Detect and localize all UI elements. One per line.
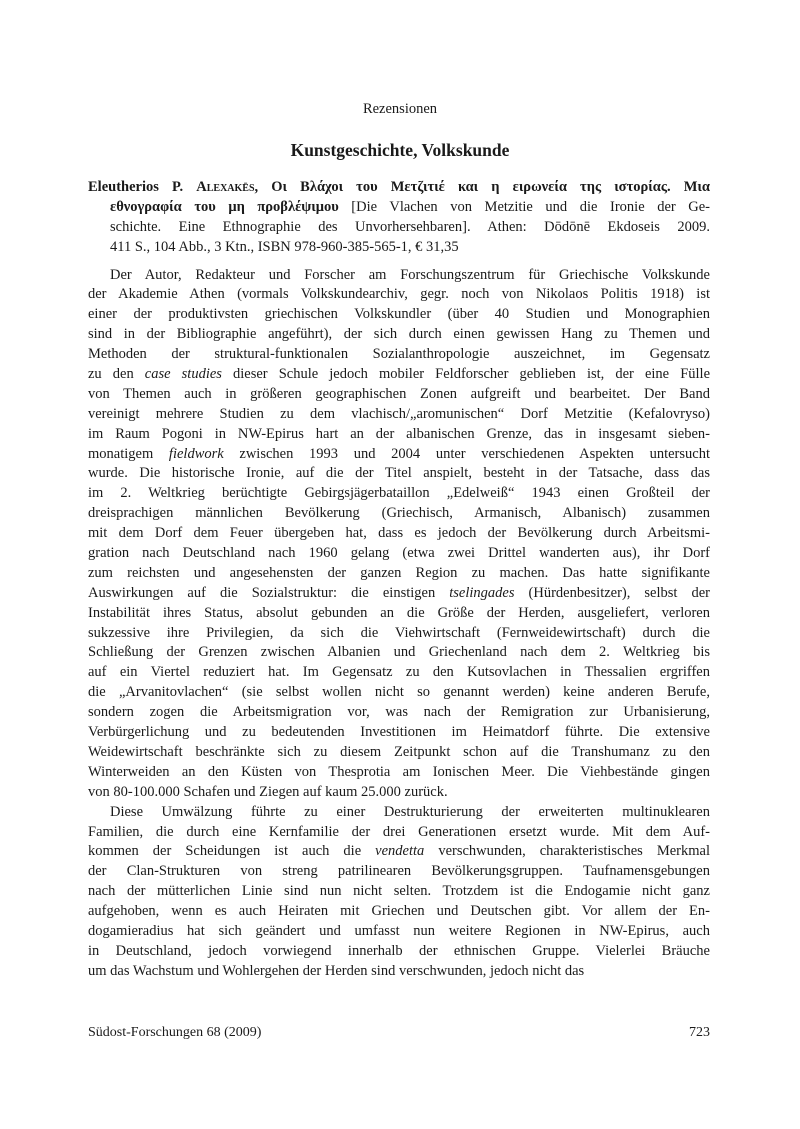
body-line: auf ein Viertel reduziert hat. Im Gegensatz zu den Kutsovlachen in Thessalien ergriffen xyxy=(88,664,710,681)
body-line: Familien, die durch eine Kernfamilie der drei Generationen ersetzt wurde. Mit dem Auf- xyxy=(88,823,710,840)
reference-line-1: Eleutherios P. Alexakēs, Οι Βλάχοι του Μετζιτιέ και η ειρωνεία της ιστορίας. Μια xyxy=(88,179,710,195)
reference-line-4: 411 S., 104 Abb., 3 Ktn., ISBN 978-960-385-565-1, € 31,35 xyxy=(110,238,459,255)
body-line: im Raum Pogoni in NW-Epirus hart an der albanischen Grenze, das in insgesamt sieben- xyxy=(88,425,710,442)
body-line: einer der produktivsten griechischen Volkskundler (über 40 Studien und Monographien xyxy=(88,306,710,323)
body-line: mit dem Dorf dem Feuer übergeben hat, dass es jedoch der Bevölkerung durch Arbeitsmi- xyxy=(88,525,710,542)
body-line: Weidewirtschaft beschränkte sich zu diesem Zeitpunkt schon auf die Transhumanz zu den xyxy=(88,743,710,760)
body-paragraphs xyxy=(88,266,710,982)
body-line: Der Autor, Redakteur und Forscher am Forschungszentrum für Griechische Volkskunde xyxy=(110,266,710,283)
body-line: Verbürgerlichung und zu bedeutenden Investitionen im Heimatdorf führte. Die extensive xyxy=(88,724,710,741)
body-line: im 2. Weltkrieg berüchtigte Gebirgsjägerbataillon „Edelweiß“ 1943 einen Großteil der xyxy=(88,485,710,502)
body-line: sukzessive ihre Privilegien, da sich die Viehwirtschaft (Fernweidewirtschaft) durch die xyxy=(88,624,710,641)
body-line: nach der mütterlichen Linie sind nun nicht selten. Trotzdem ist die Endogamie nicht ganz xyxy=(88,883,710,900)
body-line: Winterweiden an den Küsten von Thesprotia am Ionischen Meer. Die Viehbestände gingen xyxy=(88,763,710,780)
body-line: Methoden der struktural-funktionalen Sozialanthropologie auszeichnet, im Gegensatz xyxy=(88,346,710,363)
body-line: in Deutschland, jedoch vorwiegend innerhalb der ethnischen Gruppe. Vielerlei Bräuche xyxy=(88,942,710,959)
body-line: von 80-100.000 Schafen und Ziegen auf kaum 25.000 zurück. xyxy=(88,783,448,800)
body-line: dreisprachigen männlichen Bevölkerung (Griechisch, Armanisch, Albanisch) zusammen xyxy=(88,505,710,522)
page-number: 723 xyxy=(689,1025,710,1040)
body-line: zu den case studies dieser Schule jedoch mobiler Feldforscher geblieben ist, der eine Fülle xyxy=(88,366,711,383)
body-line: Diese Umwälzung führte zu einer Destrukturierung der erweiterten multinuklearen xyxy=(110,803,710,820)
body-line: Auswirkungen auf die Sozialstruktur: die einstigen tselingades (Hürdenbesitzer), selbst der xyxy=(88,584,710,601)
body-line: der Akademie Athen (vormals Volkskundearchiv, gegr. noch von Nikolaos Politis 1918) ist xyxy=(88,286,710,303)
body-line: sind in der Bibliographie angeführt), der sich durch einen gewissen Hang zu Themen und xyxy=(88,326,710,343)
body-line: Instabilität ihres Status, absolut gebunden an die Größe der Herden, ausgeliefert, verloren xyxy=(88,604,710,621)
body-line: Schließung der Grenzen zwischen Albanien und Griechenland nach dem 2. Weltkrieg bis xyxy=(88,644,710,661)
body-line: aufgehoben, wenn es auch Heiraten mit Griechen und Deutschen gibt. Vor allem der En- xyxy=(88,903,710,920)
body-line: die „Arvanitovlachen“ (sie selbst wollen nicht so genannt werden) keine anderen Berufe, xyxy=(88,684,710,701)
body-line: sondern zogen die Arbeitsmigration vor, was nach der Remigration zur Urbanisierung, xyxy=(88,704,710,721)
body-line: um das Wachstum und Wohlergehen der Herden sind verschwunden, jedoch nicht das xyxy=(88,962,585,979)
body-line: gration nach Deutschland nach 1960 gelang (etwa zwei Drittel wanderten aus), ihr Dorf xyxy=(88,545,710,562)
section-title: Kunstgeschichte, Volkskunde xyxy=(290,140,510,160)
review-body xyxy=(88,178,710,982)
body-line: zum reichsten und angesehensten der ganzen Region zu machen. Das hatte signifikante xyxy=(88,564,710,581)
body-line: der Clan-Strukturen von streng patrilinearen Bevölkerungsgruppen. Taufnamensgebungen xyxy=(88,863,710,880)
journal-footer: Südost-Forschungen 68 (2009) xyxy=(88,1025,262,1040)
spacer xyxy=(88,258,710,266)
body-line: wurde. Die historische Ironie, auf die der Titel anspielt, besteht in der Tatsache, dass das xyxy=(88,465,710,482)
body-line: monatigem fieldwork zwischen 1993 und 2004 unter verschiedenen Aspekten untersucht xyxy=(88,445,710,462)
reference-line-3: schichte. Eine Ethnographie des Unvorhersehbaren]. Athen: Dōdōnē Ekdoseis 2009. xyxy=(110,218,710,235)
body-line: dogamieradius hat sich geändert und umfasst nun weitere Regionen in NW-Epirus, auch xyxy=(88,922,710,939)
body-line: von Themen auch in größeren geographischen Zonen aufgreift und bearbeitet. Der Band xyxy=(88,385,710,402)
body-line: kommen der Scheidungen ist auch die vendetta verschwunden, charakteristisches Merkmal xyxy=(88,843,710,860)
running-head: Rezensionen xyxy=(362,101,438,117)
body-line: vereinigt mehrere Studien zu dem vlachisch/„aromunischen“ Dorf Metzitie (Kefalovryso) xyxy=(88,405,710,422)
reference-line-2: εθνογραφία του μη προβλέψιμου [Die Vlachen von Metzitie und die Ironie der Ge- xyxy=(110,198,710,215)
